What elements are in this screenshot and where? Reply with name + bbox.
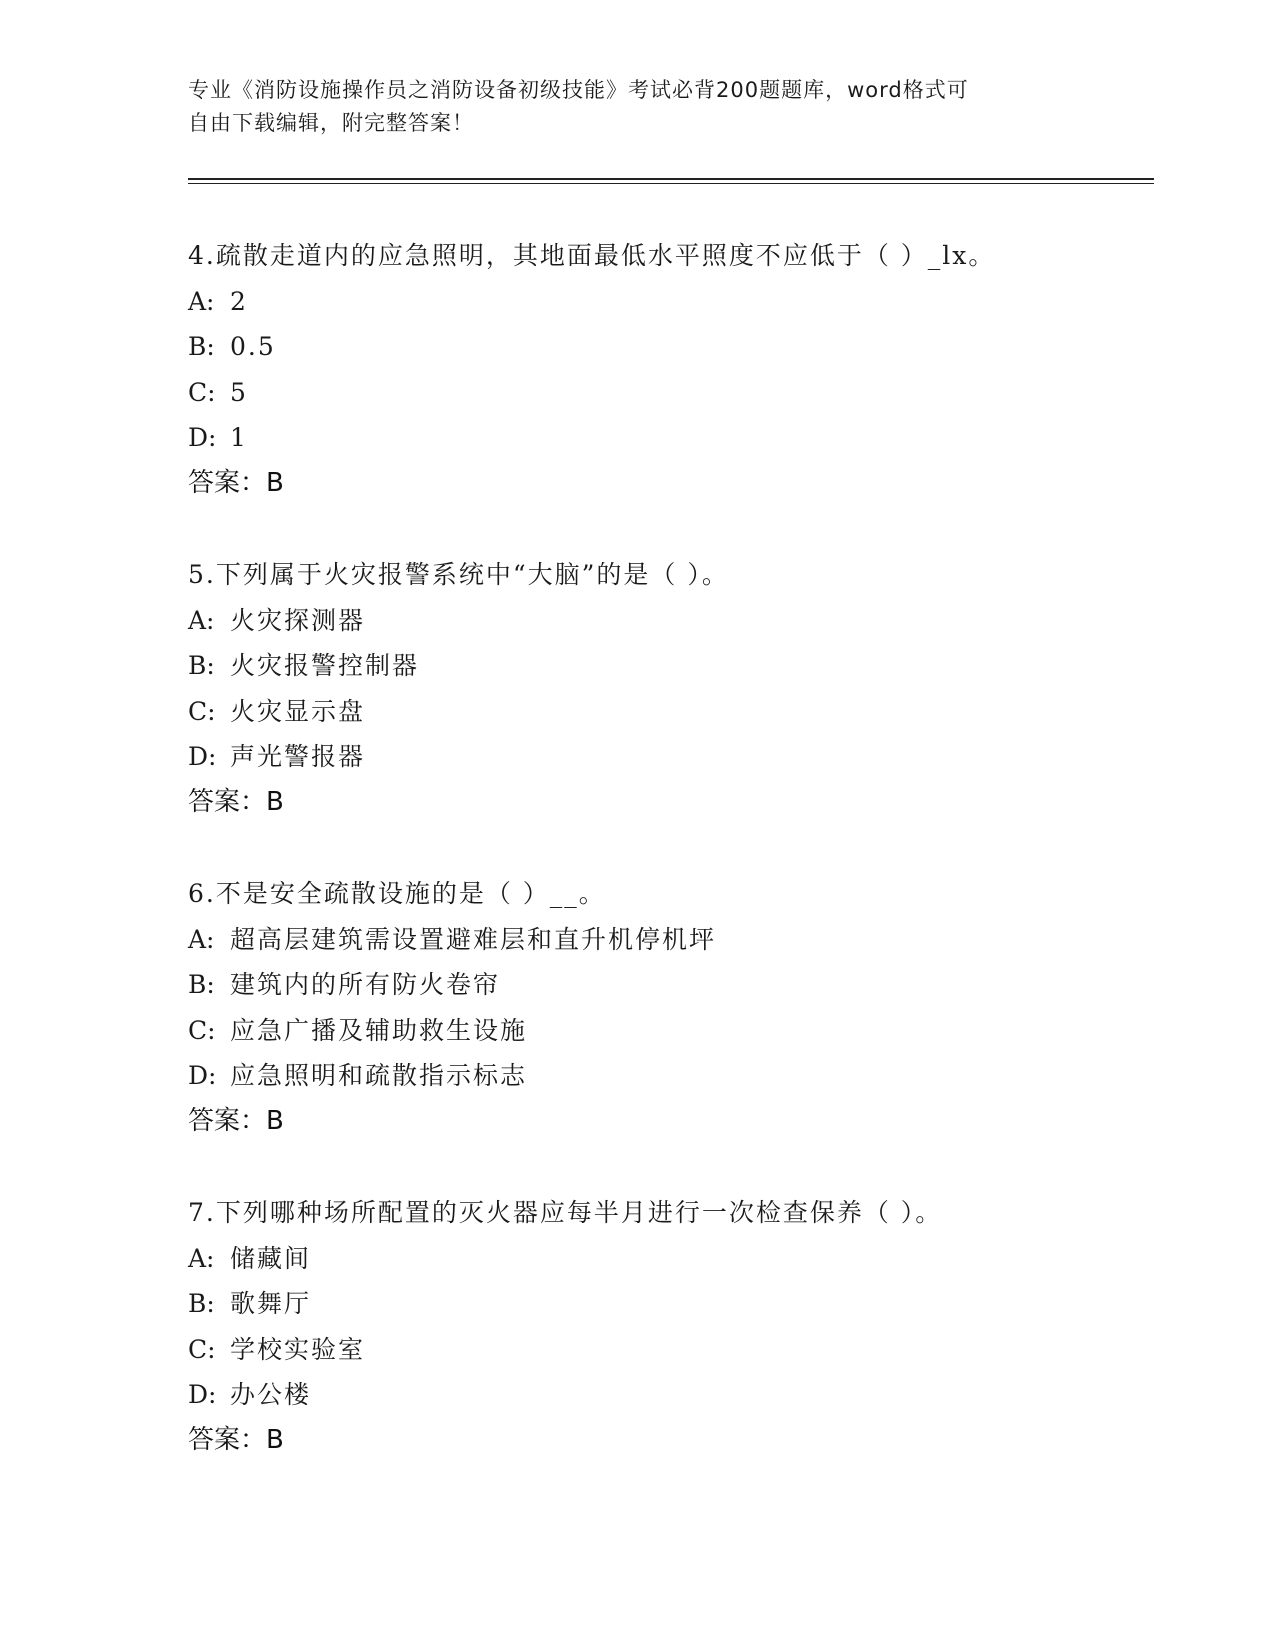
option-letter: C: (188, 1015, 216, 1045)
option-d (188, 415, 1158, 461)
option-text: 歌舞厅 (230, 1289, 312, 1318)
option-d (188, 1372, 1158, 1418)
answer-line: 答案：B (188, 1105, 284, 1136)
option-letter: A: (188, 1243, 215, 1273)
option-a (188, 917, 1158, 963)
option-c (188, 689, 1158, 735)
header-title-line-2: 自由下载编辑，附完整答案！ (188, 111, 474, 135)
option-letter: C: (188, 377, 216, 407)
option-a (188, 1236, 1158, 1282)
option-b (188, 324, 1158, 370)
option-letter: B: (188, 970, 215, 999)
option-text: 应急广播及辅助救生设施 (230, 1015, 528, 1045)
option-text: 0.5 (230, 332, 276, 361)
question-stem: 4.疏散走道内的应急照明，其地面最低水平照度不应低于（ ）_lx。 (188, 241, 996, 270)
option-letter: A: (188, 605, 215, 635)
option-c (188, 1008, 1158, 1054)
header-divider-thick (188, 178, 1154, 180)
option-letter: B: (188, 332, 215, 361)
option-text: 应急照明和疏散指示标志 (230, 1061, 528, 1090)
document-header (188, 74, 1068, 140)
question-block (188, 1190, 1158, 1463)
option-b (188, 643, 1158, 689)
question-stem: 5.下列属于火灾报警系统中“大脑”的是（ ）。 (188, 560, 729, 589)
option-text: 火灾显示盘 (230, 696, 366, 726)
question-stem: 7.下列哪种场所配置的灭火器应每半月进行一次检查保养（ ）。 (188, 1198, 943, 1227)
option-letter: A: (188, 924, 215, 954)
answer-line: 答案：B (188, 786, 284, 817)
option-c (188, 1327, 1158, 1373)
option-text: 2 (230, 286, 248, 316)
question-block (188, 871, 1158, 1144)
option-b (188, 1281, 1158, 1327)
option-c (188, 370, 1158, 416)
option-text: 办公楼 (230, 1380, 312, 1409)
option-letter: A: (188, 286, 215, 316)
option-letter: B: (188, 1289, 215, 1318)
option-a (188, 279, 1158, 325)
option-letter: D: (188, 742, 217, 771)
header-divider-thin (188, 183, 1154, 184)
question-block (188, 233, 1158, 506)
answer-line: 答案：B (188, 1424, 284, 1455)
option-text: 建筑内的所有防火卷帘 (230, 970, 501, 999)
option-text: 超高层建筑需设置避难层和直升机停机坪 (230, 924, 717, 954)
option-text: 5 (230, 377, 248, 407)
question-block (188, 552, 1158, 825)
option-a (188, 598, 1158, 644)
option-text: 声光警报器 (230, 742, 366, 771)
answer-line: 答案：B (188, 467, 284, 498)
option-text: 储藏间 (230, 1243, 312, 1273)
option-d (188, 1053, 1158, 1099)
option-b (188, 962, 1158, 1008)
header-title-line-1: 专业《消防设施操作员之消防设备初级技能》考试必背200题题库，word格式可 (188, 78, 969, 102)
option-letter: D: (188, 1380, 217, 1409)
question-stem: 6.不是安全疏散设施的是（ ）__。 (188, 879, 606, 908)
option-text: 1 (230, 423, 248, 452)
option-letter: C: (188, 1334, 216, 1364)
option-text: 火灾探测器 (230, 605, 366, 635)
option-letter: C: (188, 696, 216, 726)
option-letter: D: (188, 423, 217, 452)
option-d (188, 734, 1158, 780)
option-text: 学校实验室 (230, 1334, 366, 1364)
option-letter: B: (188, 651, 215, 680)
option-letter: D: (188, 1061, 217, 1090)
option-text: 火灾报警控制器 (230, 651, 420, 680)
